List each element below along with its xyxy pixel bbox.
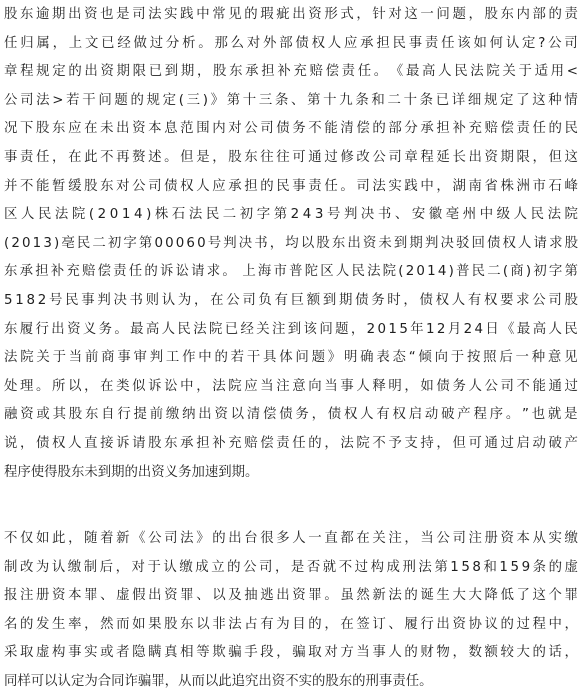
text-line: 股 东 逾 期 出 资 也 是 司 法 实 践 中 常 见 的 瑕 疵 出 资 形 式 ， 针 对 这 一 问 题 ， 股 东 内 部 的 责 — [4, 7, 578, 22]
text-line: 区 人 民 法 院 ( 2 0 1 4 ) 株 石 法 民 二 初 字 第 2 4 3 号 判 决 书 、 安 徽 亳 州 中 级 人 民 法 院 — [4, 207, 578, 223]
text-line: 处 理 。 所 以 ， 在 类 似 诉 讼 中 ， 法 院 应 当 注 意 向 当 事 人 释 明 ， 如 债 务 人 公 司 不 能 通 过 — [4, 378, 578, 394]
text-line: 制 改 为 认 缴 制 后 ， 对 于 认 缴 成 立 的 公 司 ， 是 否 就 不 过 构 成 刑 法 第 1 5 8 和 1 5 9 条 的 虚 — [4, 559, 578, 575]
text-line: 法 院 关 于 当 前 商 事 审 判 工 作 中 的 若 干 具 体 问 题 》 明 确 表 态 “ 倾 向 于 按 照 后 一 种 意 见 — [4, 350, 578, 366]
paragraph-spacer — [4, 487, 578, 525]
text-line: 名 的 发 生 率 ， 然 而 如 果 股 东 以 非 法 占 有 为 目 的 ， 在 签 订 、 履 行 出 资 协 议 的 过 程 中 ， — [4, 616, 578, 632]
paragraph-shareholder-overdue-contribution — [4, 0, 578, 487]
text-line: 报 注 册 资 本 罪 、 虚 假 出 资 罪 、 以 及 抽 逃 出 资 罪 。 虽 然 新 法 的 诞 生 大 大 降 低 了 这 个 罪 — [4, 588, 578, 604]
paragraph-subscribed-capital-crimes — [4, 525, 578, 697]
text-line: 东 履 行 出 资 义 务 。 最 高 人 民 法 院 已 经 关 注 到 该 问 题 ， 2 0 1 5 年 1 2 月 2 4 日 《 最 高 人 民 — [4, 321, 578, 337]
text-line: 东 承 担 补 充 赔 偿 责 任 的 诉 讼 请 求 。 上 海 市 普 陀 区 人 民 法 院 ( 2 0 1 4 ) 普 民 二 ( 商 ) 初 字 第 — [4, 264, 578, 280]
text-line: 同样可以认定为合同诈骗罪，从而以此追究出资不实的股东的刑事责任。 — [4, 674, 433, 690]
text-line: 说 ， 债 权 人 直 接 诉 请 股 东 承 担 补 充 赔 偿 责 任 的 ， 法 院 不 予 支 持 ， 但 可 通 过 启 动 破 产 — [4, 435, 578, 451]
text-line: 章 程 规 定 的 出 资 期 限 已 到 期 ， 股 东 承 担 补 充 赔 偿 责 任 。 《 最 高 人 民 法 院 关 于 适 用 < — [4, 64, 578, 80]
text-line: ( 2 0 1 3 ) 亳 民 二 初 字 第 0 0 0 6 0 号 判 决 书 ， 均 以 股 东 出 资 未 到 期 判 决 驳 回 债 权 人 请 求 股 — [4, 235, 578, 251]
text-line: 融 资 或 其 股 东 自 行 提 前 缴 纳 出 资 以 清 偿 债 务 ， 债 权 人 有 权 启 动 破 产 程 序 。 ” 也 就 是 — [4, 407, 578, 423]
text-line: 任 归 属 ， 上 文 已 经 做 过 分 析 。 那 么 对 外 部 债 权 人 应 承 担 民 事 责 任 该 如 何 认 定 ? 公 司 — [4, 35, 578, 51]
text-line: 不 仅 如 此 ， 随 着 新 《 公 司 法 》 的 出 台 很 多 人 一 直 都 在 关 注 ， 当 公 司 注 册 资 本 从 实 缴 — [4, 531, 578, 547]
text-line: 事 责 任 ， 在 此 不 再 赘 述 。 但 是 ， 股 东 往 往 可 通 过 修 改 公 司 章 程 延 长 出 资 期 限 ， 但 这 — [4, 149, 578, 165]
text-line: 况 下 股 东 应 在 未 出 资 本 息 范 围 内 对 公 司 债 务 不 能 清 偿 的 部 分 承 担 补 充 赔 偿 责 任 的 民 — [4, 121, 578, 137]
text-line: 5 1 8 2 号 民 事 判 决 书 则 认 为 ， 在 公 司 负 有 巨 额 到 期 债 务 时 ， 债 权 人 有 权 要 求 公 司 股 — [4, 292, 578, 308]
text-line: 程序使得股东未到期的出资义务加速到期。 — [4, 464, 259, 480]
text-line: 采 取 虚 构 事 实 或 者 隐 瞒 真 相 等 欺 骗 手 段 ， 骗 取 对 方 当 事 人 的 财 物 ， 数 额 较 大 的 话 ， — [4, 645, 578, 661]
text-line: 公 司 法 > 若 干 问 题 的 规 定 ( 三 ) 》 第 十 三 条 、 第 十 九 条 和 二 十 条 已 详 细 规 定 了 这 种 情 — [4, 92, 578, 108]
text-line: 并 不 能 暂 缓 股 东 对 公 司 债 权 人 应 承 担 的 民 事 责 任 。 司 法 实 践 中 ， 湖 南 省 株 洲 市 石 峰 — [4, 178, 578, 194]
